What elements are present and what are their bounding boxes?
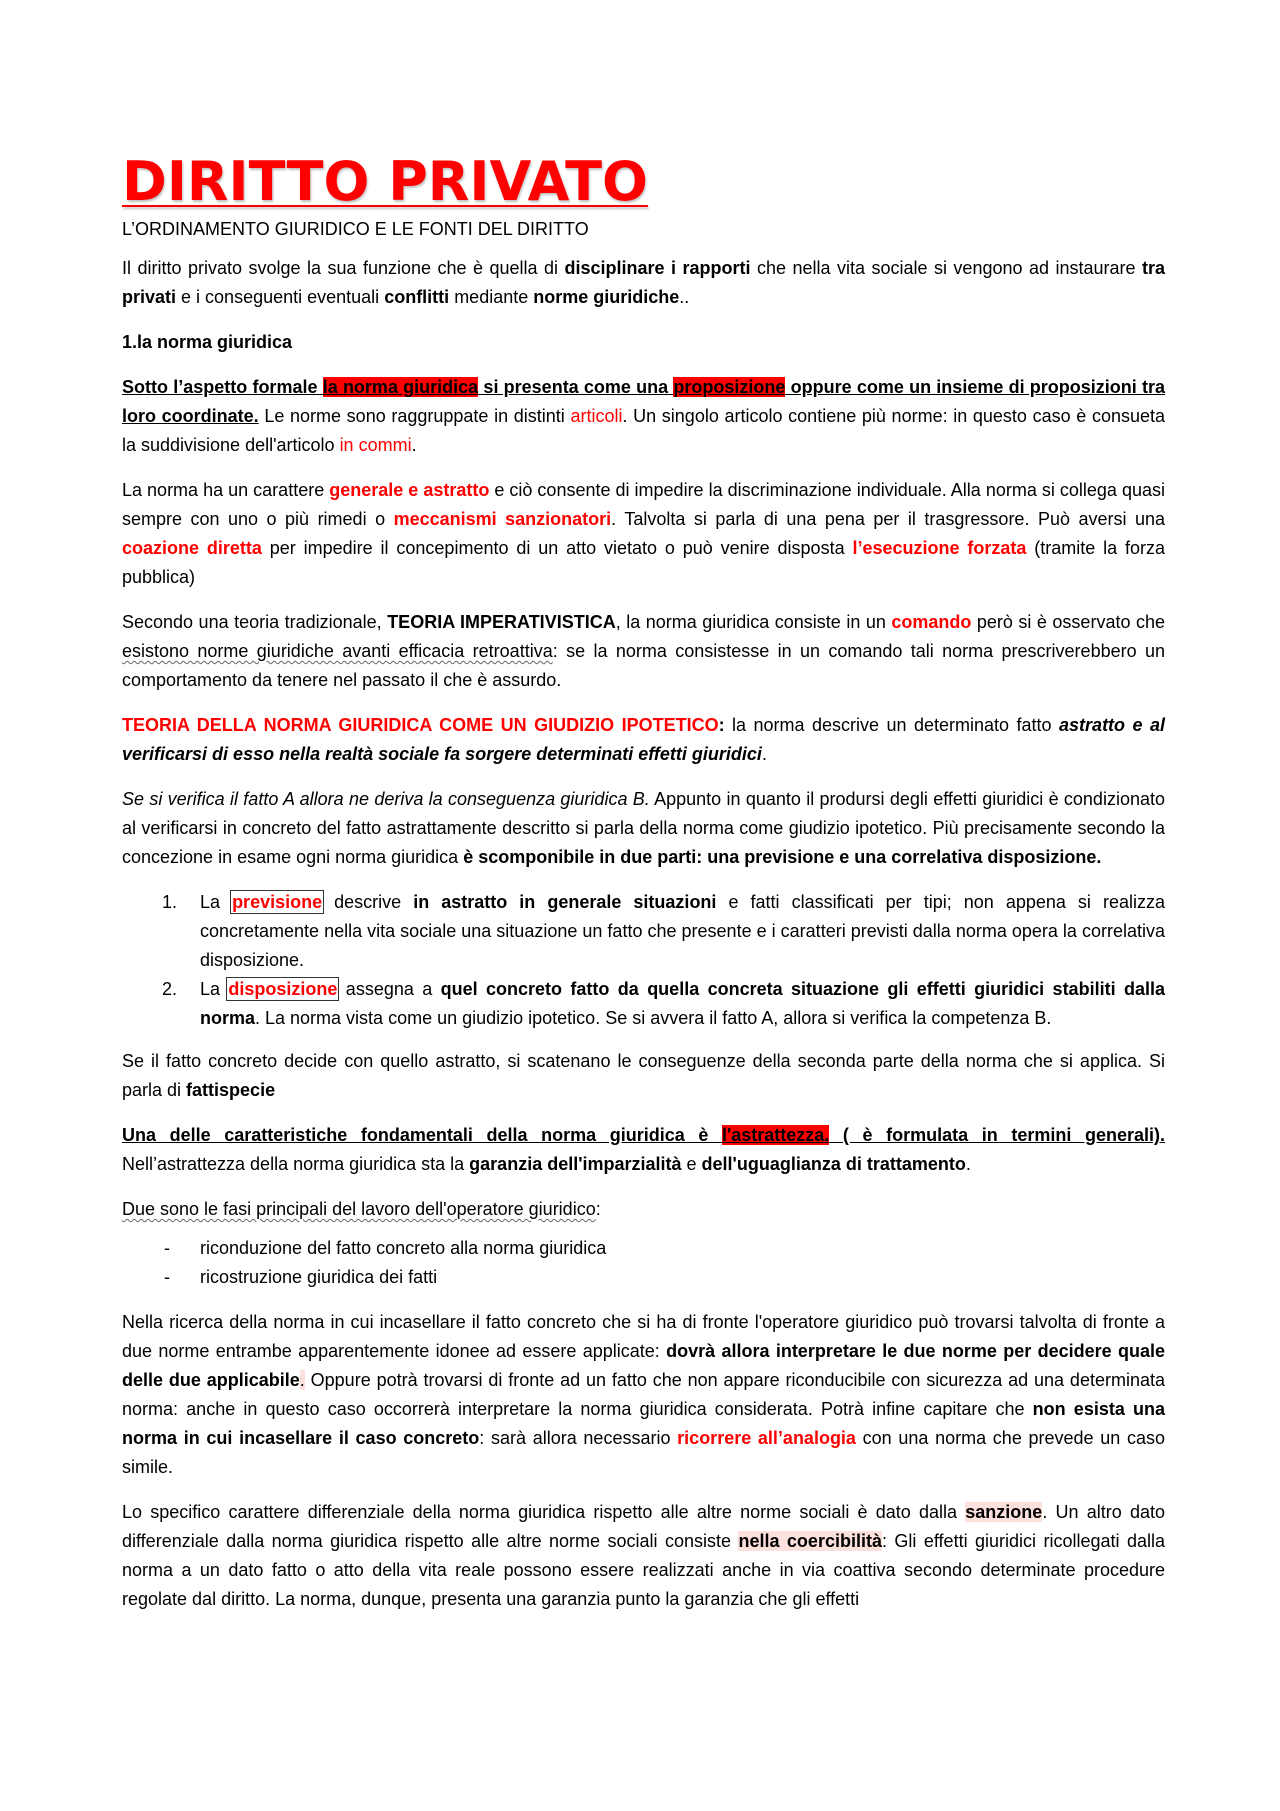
paragraph-abstractness	[122, 1121, 1165, 1179]
text-run: :	[595, 1199, 601, 1219]
bullet-list	[122, 1234, 1165, 1292]
text-run: in commi	[339, 435, 412, 455]
list-number: 1.	[162, 892, 178, 912]
paragraph-sanction	[122, 1498, 1165, 1614]
text-run: però si è osservato che	[971, 612, 1165, 632]
highlight: l'astrattezza.	[721, 1125, 830, 1145]
text-run: riconduzione del fatto concreto alla norma giuridica	[200, 1238, 607, 1258]
text-run: (tramite la forza pubblica)	[122, 538, 1165, 587]
text-run: . Un altro dato differenziale dalla norma giuridica rispetto alle altre norme sociali consiste	[122, 1502, 1166, 1551]
document-body	[122, 150, 1165, 1630]
text-run: : Gli effetti giuridici ricollegati dalla norma a un dato fatto o atto della vita reale possono essere realizzati anche in via coattiva secondo determinate procedure regolate dal diritto. La norma, dunque, presenta una garanzia punto la garanzia che gli effetti	[122, 1531, 1166, 1609]
text-run: Una delle caratteristiche fondamentali della norma giuridica è	[122, 1125, 722, 1145]
text-run: meccanismi sanzionatori	[393, 509, 612, 529]
text-run: Se il fatto concreto decide con quello astratto, si scatenano le conseguenze della seconda parte della norma che si applica. Si parla di	[122, 1051, 1165, 1100]
text-run: . Un singolo articolo contiene più norme: in questo caso è consueta la suddivisione dell'articolo	[122, 406, 1166, 455]
text-run: .	[965, 1154, 971, 1174]
text-run: esistono norme giuridiche avanti efficacia retroattiva	[122, 641, 553, 661]
text-run: astratto e al verificarsi di esso nella realtà sociale fa sorgere determinati effetti giuridici	[122, 715, 1166, 764]
text-run: Appunto in quanto il prodursi degli effetti giuridici è condizionato al verificarsi in concreto del fatto astrattamente descritto si parla della norma come giudizio ipotetico. Più precisamente secondo la concezione in esame ogni norma giuridica	[122, 789, 1165, 867]
text-run: La	[200, 892, 233, 912]
text-run: descrive	[322, 892, 414, 912]
list-item	[122, 1234, 1165, 1263]
text-run: norme giuridiche	[533, 287, 680, 307]
text-run: e	[681, 1154, 702, 1174]
highlight: la norma giuridica	[322, 377, 479, 397]
text-run: quel concreto fatto da quella concreta situazione gli effetti giuridici stabiliti dalla norma	[200, 979, 1165, 1028]
list-item	[122, 1263, 1165, 1292]
text-run: comando	[891, 612, 972, 632]
text-run: Lo specifico carattere differenziale della norma giuridica rispetto alle altre norme sociali è dato dalla	[122, 1502, 966, 1522]
text-run: Le norme sono raggruppate in distinti	[258, 406, 571, 426]
text-run: con una norma che prevede un caso simile.	[122, 1428, 1165, 1477]
highlight: .	[299, 1370, 305, 1390]
text-run: la norma descrive un determinato fatto	[724, 715, 1060, 735]
text-run: .	[761, 744, 767, 764]
text-run: e i conseguenti eventuali	[176, 287, 385, 307]
document-subtitle: L’ORDINAMENTO GIURIDICO E LE FONTI DEL DIRITTO	[122, 219, 589, 239]
text-run: . La norma vista come un giudizio ipotetico. Se si avvera il fatto A, allora si verifica la competenza B.	[255, 1008, 1052, 1028]
numbered-list	[122, 888, 1165, 1033]
list-item	[122, 975, 1165, 1033]
paragraph-interpretation	[122, 1308, 1165, 1482]
document-title: DIRITTO PRIVATO	[122, 150, 648, 213]
text-run: Oppure potrà trovarsi di fronte ad un fatto che non appare riconducibile con sicurezza ad una determinata norma: anche in questo caso occorrerà interpretare la norma giuridica considerata. Potrà infine capitare che	[122, 1370, 1165, 1419]
text-run: articoli	[570, 406, 623, 426]
text-run: :	[718, 715, 725, 735]
text-run: ricostruzione giuridica dei fatti	[200, 1267, 438, 1287]
text-run: ..	[679, 287, 690, 307]
paragraph-intro	[122, 254, 1165, 312]
text-run: l’esecuzione forzata	[852, 538, 1027, 558]
text-run: disciplinare i rapporti	[564, 258, 751, 278]
text-run: Sotto l’aspetto formale	[122, 377, 323, 397]
text-run: , la norma giuridica consiste in un	[615, 612, 892, 632]
text-run: fattispecie	[186, 1080, 276, 1100]
paragraph-hypothetical-theory	[122, 711, 1165, 769]
text-run: La norma ha un carattere	[122, 480, 330, 500]
text-run: Secondo una teoria tradizionale,	[122, 612, 388, 632]
paragraph-formal-aspect	[122, 373, 1165, 460]
list-number: 2.	[162, 979, 178, 999]
text-run: generale e astratto	[329, 480, 490, 500]
text-run: è scomponibile in due parti: una previsione e una correlativa disposizione.	[463, 847, 1102, 867]
dash-bullet: -	[164, 1267, 170, 1287]
text-run: in astratto in generale situazioni	[413, 892, 717, 912]
paragraph-character	[122, 476, 1165, 592]
text-run: per impedire il concepimento di un atto vietato o può venire disposta	[261, 538, 853, 558]
text-run: dell'uguaglianza di trattamento	[701, 1154, 966, 1174]
paragraph-fact-a-b	[122, 785, 1165, 872]
text-run: oppure come un insieme di proposizioni tra loro coordinate.	[122, 377, 1166, 426]
text-run: . Talvolta si parla di una pena per il trasgressore. Può aversi una	[611, 509, 1165, 529]
text-run: ricorrere all’analogia	[677, 1428, 856, 1448]
text-run: dovrà allora interpretare le due norme per decidere quale delle due applicabile	[122, 1341, 1165, 1390]
text-run: conflitti	[384, 287, 450, 307]
text-run: Il diritto privato svolge la sua funzione che è quella di	[122, 258, 565, 278]
paragraph-fattispecie	[122, 1047, 1165, 1105]
dash-bullet: -	[164, 1238, 170, 1258]
paragraph-imperativistic-theory	[122, 608, 1165, 695]
text-run: previsione	[232, 892, 323, 912]
highlight: nella coercibilità	[738, 1531, 882, 1551]
text-run: e ciò consente di impedire la discriminazione individuale. Alla norma si collega quasi sempre con uno o più rimedi o	[122, 480, 1165, 529]
text-run: che nella vita sociale si vengono ad instaurare	[750, 258, 1142, 278]
highlight: proposizione	[673, 377, 786, 397]
section-heading: 1.la norma giuridica	[122, 332, 293, 352]
text-run: e fatti classificati per tipi; non appena si realizza concretamente nella vita sociale una situazione un fatto che presente e i caratteri previsti dalla norma opera la correlativa disposizione.	[200, 892, 1165, 970]
text-run: : sarà allora necessario	[479, 1428, 678, 1448]
paragraph-phases	[122, 1195, 1165, 1224]
text-run: garanzia dell'imparzialità	[469, 1154, 682, 1174]
highlight: sanzione	[965, 1502, 1043, 1522]
list-item	[122, 888, 1165, 975]
text-run: Nell’astrattezza della norma giuridica sta la	[122, 1154, 470, 1174]
text-run: tra privati	[122, 258, 1165, 307]
text-run: TEORIA DELLA NORMA GIURIDICA COME UN GIUDIZIO IPOTETICO	[122, 715, 719, 735]
text-run: ( è formulata in termini generali).	[829, 1125, 1165, 1145]
text-run: Due sono le fasi principali del lavoro dell'operatore giuridico	[122, 1199, 596, 1219]
text-run: Nella ricerca della norma in cui incasellare il fatto concreto che si ha di fronte l'operatore giuridico può trovarsi talvolta di fronte a due norme entrambe apparentemente idonee ad essere applicate:	[122, 1312, 1165, 1361]
text-run: non esista una norma in cui incasellare il caso concreto	[122, 1399, 1165, 1448]
text-run: coazione diretta	[122, 538, 262, 558]
text-run: disposizione	[228, 979, 338, 999]
text-run: TEORIA IMPERATIVISTICA	[387, 612, 616, 632]
text-run: mediante	[449, 287, 534, 307]
text-run: Se si verifica il fatto A allora ne deriva la conseguenza giuridica B.	[122, 789, 650, 809]
text-run: assegna a	[337, 979, 441, 999]
text-run: La	[200, 979, 229, 999]
text-run: : se la norma consistesse in un comando tali norma prescriverebbero un comportamento da tenere nel passato il che è assurdo.	[122, 641, 1165, 690]
text-run: .	[411, 435, 417, 455]
text-run: si presenta come una	[478, 377, 674, 397]
